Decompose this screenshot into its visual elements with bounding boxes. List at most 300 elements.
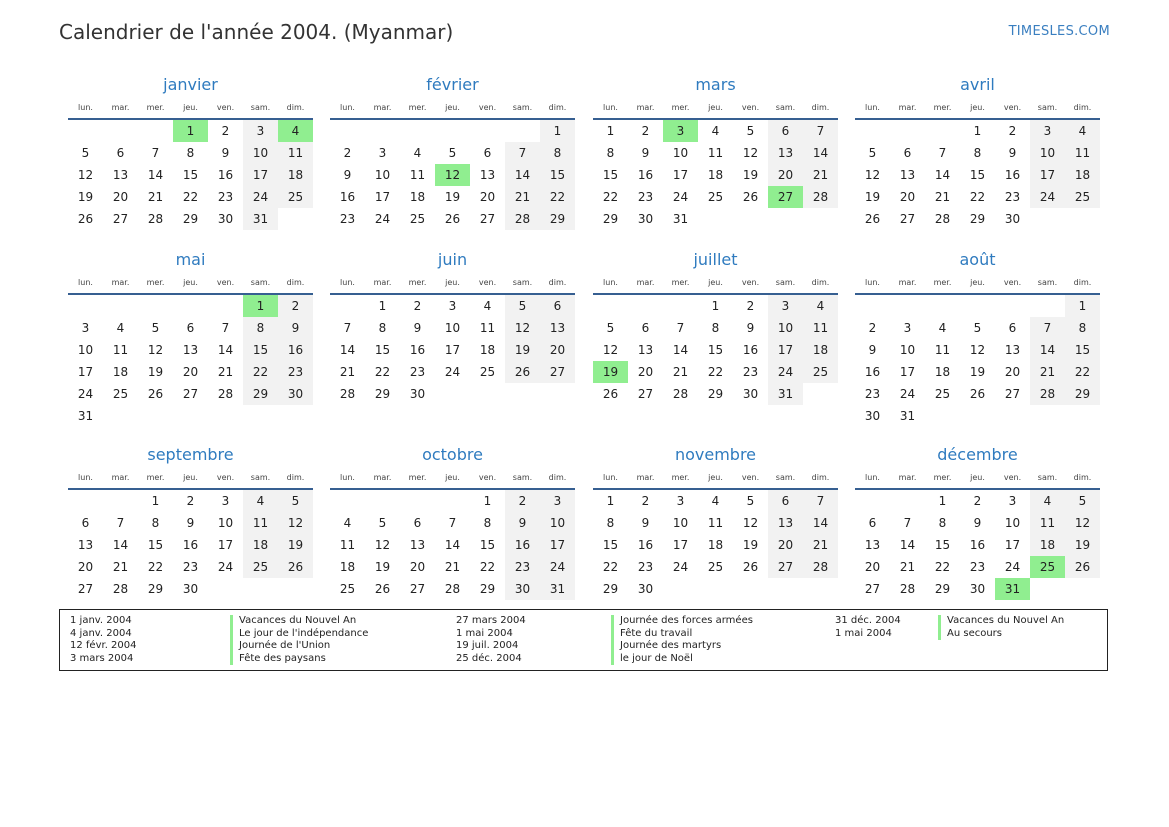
day-cell: 15 bbox=[602, 538, 619, 552]
weekday-header bbox=[330, 466, 575, 490]
empty-cell bbox=[68, 295, 103, 317]
weekday-label: ven. bbox=[741, 472, 760, 482]
empty-cell bbox=[103, 295, 138, 317]
day-cell: 11 bbox=[243, 512, 278, 534]
weekday-label: dim. bbox=[811, 277, 830, 287]
day-cell: 14 bbox=[803, 512, 838, 534]
weekday-label: dim. bbox=[548, 472, 567, 482]
brand-link[interactable]: TIMESLES.COM bbox=[1008, 24, 1110, 39]
day-cell: 16 bbox=[637, 538, 654, 552]
empty-cell bbox=[400, 490, 435, 512]
day-cell: 4 bbox=[938, 321, 947, 335]
day-cell: 16 bbox=[182, 538, 199, 552]
day-cell: 24 bbox=[217, 560, 234, 574]
day-cell: 12 bbox=[77, 168, 94, 182]
day-cell: 27 bbox=[899, 212, 916, 226]
day-cell: 3 bbox=[243, 120, 278, 142]
empty-cell bbox=[365, 490, 400, 512]
day-cell: 29 bbox=[707, 387, 724, 401]
legend-names-2 bbox=[611, 615, 753, 665]
day-cell: 26 bbox=[77, 212, 94, 226]
day-cell: 30 bbox=[217, 212, 234, 226]
day-cell: 17 bbox=[1030, 164, 1065, 186]
day-cell: 8 bbox=[973, 146, 982, 160]
day-cell: 7 bbox=[803, 490, 838, 512]
day-cell: 9 bbox=[641, 146, 650, 160]
day-cell: 19 bbox=[742, 538, 759, 552]
holiday-day-cell: 31 bbox=[995, 578, 1030, 600]
weekday-label: lun. bbox=[340, 102, 355, 112]
day-cell: 4 bbox=[1065, 120, 1100, 142]
day-cell: 21 bbox=[672, 365, 689, 379]
day-cell: 8 bbox=[378, 321, 387, 335]
day-cell: 11 bbox=[707, 516, 724, 530]
day-cell: 11 bbox=[409, 168, 426, 182]
weekday-label: lun. bbox=[603, 102, 618, 112]
day-cell: 5 bbox=[746, 124, 755, 138]
day-cell: 29 bbox=[602, 582, 619, 596]
month-name: février bbox=[426, 75, 479, 94]
day-cell: 30 bbox=[278, 383, 313, 405]
weekday-label: mer. bbox=[408, 277, 427, 287]
weekday-label: mer. bbox=[933, 472, 952, 482]
day-cell: 15 bbox=[147, 538, 164, 552]
day-cell: 7 bbox=[151, 146, 160, 160]
day-cell: 15 bbox=[602, 168, 619, 182]
day-cell: 1 bbox=[540, 120, 575, 142]
day-cell: 6 bbox=[540, 295, 575, 317]
month-1 bbox=[68, 74, 313, 230]
day-cell: 2 bbox=[641, 494, 650, 508]
day-cell: 11 bbox=[803, 317, 838, 339]
day-cell: 6 bbox=[186, 321, 195, 335]
weekday-label: ven. bbox=[741, 277, 760, 287]
day-cell: 13 bbox=[182, 343, 199, 357]
day-cell: 28 bbox=[803, 556, 838, 578]
day-cell: 1 bbox=[606, 494, 615, 508]
weekday-label: sam. bbox=[775, 472, 796, 482]
day-cell: 16 bbox=[409, 343, 426, 357]
day-cell: 20 bbox=[864, 560, 881, 574]
day-cell: 17 bbox=[899, 365, 916, 379]
day-cell: 1 bbox=[973, 124, 982, 138]
day-cell: 6 bbox=[483, 146, 492, 160]
weekday-label: ven. bbox=[1003, 472, 1022, 482]
day-cell: 3 bbox=[1030, 120, 1065, 142]
day-cell: 7 bbox=[938, 146, 947, 160]
day-cell: 23 bbox=[182, 560, 199, 574]
day-cell: 23 bbox=[864, 387, 881, 401]
legend-holiday: Journée des martyrs bbox=[620, 640, 722, 652]
day-cell: 17 bbox=[243, 164, 278, 186]
day-cell: 8 bbox=[151, 516, 160, 530]
day-cell: 19 bbox=[505, 339, 540, 361]
day-cell: 30 bbox=[637, 212, 654, 226]
day-cell: 14 bbox=[339, 343, 356, 357]
day-cell: 19 bbox=[278, 534, 313, 556]
day-cell: 6 bbox=[413, 516, 422, 530]
weekday-label: jeu. bbox=[970, 102, 985, 112]
day-cell: 20 bbox=[768, 534, 803, 556]
day-cell: 13 bbox=[112, 168, 129, 182]
weekday-label: lun. bbox=[865, 472, 880, 482]
day-cell: 20 bbox=[479, 190, 496, 204]
day-cell: 30 bbox=[182, 582, 199, 596]
day-cell: 12 bbox=[864, 168, 881, 182]
day-cell: 29 bbox=[147, 582, 164, 596]
day-cell: 22 bbox=[479, 560, 496, 574]
day-cell: 8 bbox=[186, 146, 195, 160]
day-grid bbox=[855, 490, 1100, 600]
day-cell: 14 bbox=[1030, 339, 1065, 361]
day-cell: 12 bbox=[374, 538, 391, 552]
month-5 bbox=[68, 249, 313, 427]
empty-cell bbox=[995, 295, 1030, 317]
weekday-label: ven. bbox=[741, 102, 760, 112]
day-cell: 6 bbox=[641, 321, 650, 335]
day-cell: 17 bbox=[374, 190, 391, 204]
day-cell: 1 bbox=[606, 124, 615, 138]
day-cell: 16 bbox=[278, 339, 313, 361]
day-cell: 23 bbox=[278, 361, 313, 383]
legend-dates-2 bbox=[456, 615, 526, 665]
day-cell: 30 bbox=[969, 582, 986, 596]
day-cell: 8 bbox=[606, 146, 615, 160]
day-cell: 9 bbox=[746, 321, 755, 335]
legend-date: 25 déc. 2004 bbox=[456, 652, 522, 664]
day-cell: 22 bbox=[182, 190, 199, 204]
legend-holiday: Vacances du Nouvel An bbox=[239, 615, 357, 626]
legend-date: 1 janv. 2004 bbox=[70, 615, 132, 626]
weekday-label: mer. bbox=[408, 472, 427, 482]
day-cell: 8 bbox=[1065, 317, 1100, 339]
legend-holiday: Fête des paysans bbox=[239, 652, 326, 664]
month-name: octobre bbox=[422, 445, 483, 464]
day-cell: 14 bbox=[505, 164, 540, 186]
day-cell: 9 bbox=[868, 343, 877, 357]
day-cell: 10 bbox=[899, 343, 916, 357]
day-cell: 24 bbox=[77, 387, 94, 401]
empty-cell bbox=[470, 120, 505, 142]
day-cell: 31 bbox=[77, 409, 94, 423]
month-12 bbox=[855, 444, 1100, 600]
weekday-header bbox=[855, 466, 1100, 490]
day-cell: 11 bbox=[707, 146, 724, 160]
day-cell: 5 bbox=[378, 516, 387, 530]
day-cell: 15 bbox=[540, 164, 575, 186]
day-cell: 21 bbox=[112, 560, 129, 574]
day-cell: 7 bbox=[116, 516, 125, 530]
day-cell: 30 bbox=[742, 387, 759, 401]
day-cell: 2 bbox=[746, 299, 755, 313]
day-cell: 8 bbox=[243, 317, 278, 339]
empty-cell bbox=[855, 295, 890, 317]
day-cell: 22 bbox=[602, 560, 619, 574]
day-cell: 5 bbox=[606, 321, 615, 335]
weekday-label: lun. bbox=[340, 277, 355, 287]
weekday-label: sam. bbox=[512, 472, 533, 482]
day-cell: 20 bbox=[1004, 365, 1021, 379]
day-cell: 26 bbox=[742, 560, 759, 574]
day-cell: 18 bbox=[803, 339, 838, 361]
day-cell: 22 bbox=[934, 560, 951, 574]
day-cell: 19 bbox=[77, 190, 94, 204]
empty-cell bbox=[400, 120, 435, 142]
weekday-label: dim. bbox=[811, 472, 830, 482]
day-cell: 19 bbox=[969, 365, 986, 379]
day-cell: 22 bbox=[602, 190, 619, 204]
day-cell: 13 bbox=[479, 168, 496, 182]
day-cell: 24 bbox=[243, 186, 278, 208]
weekday-label: lun. bbox=[603, 277, 618, 287]
month-4 bbox=[855, 74, 1100, 230]
weekday-label: sam. bbox=[250, 102, 271, 112]
day-cell: 15 bbox=[182, 168, 199, 182]
weekday-label: mer. bbox=[933, 102, 952, 112]
day-cell: 22 bbox=[147, 560, 164, 574]
day-cell: 11 bbox=[934, 343, 951, 357]
weekday-header bbox=[330, 271, 575, 295]
day-cell: 14 bbox=[803, 142, 838, 164]
weekday-label: jeu. bbox=[708, 472, 723, 482]
day-cell: 30 bbox=[409, 387, 426, 401]
day-cell: 9 bbox=[278, 317, 313, 339]
day-cell: 18 bbox=[934, 365, 951, 379]
day-cell: 13 bbox=[409, 538, 426, 552]
day-cell: 14 bbox=[672, 343, 689, 357]
day-cell: 19 bbox=[147, 365, 164, 379]
legend-dates-3 bbox=[835, 615, 901, 640]
day-cell: 18 bbox=[1065, 164, 1100, 186]
day-cell: 7 bbox=[1030, 317, 1065, 339]
day-cell: 15 bbox=[243, 339, 278, 361]
day-cell: 21 bbox=[217, 365, 234, 379]
day-cell: 4 bbox=[803, 295, 838, 317]
day-cell: 2 bbox=[868, 321, 877, 335]
day-cell: 31 bbox=[672, 212, 689, 226]
day-cell: 16 bbox=[864, 365, 881, 379]
weekday-label: mer. bbox=[671, 102, 690, 112]
day-cell: 29 bbox=[243, 383, 278, 405]
empty-cell bbox=[330, 120, 365, 142]
day-cell: 27 bbox=[182, 387, 199, 401]
weekday-label: mar. bbox=[373, 277, 392, 287]
day-cell: 8 bbox=[483, 516, 492, 530]
weekday-label: jeu. bbox=[970, 277, 985, 287]
day-cell: 14 bbox=[147, 168, 164, 182]
day-cell: 8 bbox=[938, 516, 947, 530]
weekday-label: mar. bbox=[373, 472, 392, 482]
day-cell: 28 bbox=[803, 186, 838, 208]
day-cell: 11 bbox=[112, 343, 129, 357]
day-grid bbox=[68, 295, 313, 427]
day-cell: 29 bbox=[934, 582, 951, 596]
day-cell: 20 bbox=[899, 190, 916, 204]
weekday-label: dim. bbox=[286, 102, 305, 112]
day-cell: 12 bbox=[602, 343, 619, 357]
day-cell: 11 bbox=[1030, 512, 1065, 534]
month-10 bbox=[330, 444, 575, 600]
weekday-label: jeu. bbox=[183, 472, 198, 482]
day-cell: 15 bbox=[969, 168, 986, 182]
weekday-label: sam. bbox=[250, 472, 271, 482]
day-cell: 2 bbox=[1008, 124, 1017, 138]
empty-cell bbox=[208, 295, 243, 317]
day-cell: 3 bbox=[221, 494, 230, 508]
day-cell: 29 bbox=[1065, 383, 1100, 405]
day-cell: 20 bbox=[77, 560, 94, 574]
day-cell: 18 bbox=[707, 538, 724, 552]
day-cell: 25 bbox=[707, 560, 724, 574]
day-cell: 28 bbox=[217, 387, 234, 401]
weekday-label: dim. bbox=[1073, 472, 1092, 482]
weekday-label: lun. bbox=[78, 277, 93, 287]
day-cell: 24 bbox=[444, 365, 461, 379]
day-cell: 14 bbox=[112, 538, 129, 552]
empty-cell bbox=[593, 295, 628, 317]
weekday-header bbox=[855, 271, 1100, 295]
empty-cell bbox=[1030, 295, 1065, 317]
day-cell: 7 bbox=[505, 142, 540, 164]
day-cell: 15 bbox=[707, 343, 724, 357]
weekday-label: jeu. bbox=[970, 472, 985, 482]
month-2 bbox=[330, 74, 575, 230]
day-cell: 10 bbox=[672, 146, 689, 160]
day-cell: 13 bbox=[77, 538, 94, 552]
day-cell: 19 bbox=[742, 168, 759, 182]
day-cell: 1 bbox=[938, 494, 947, 508]
day-cell: 11 bbox=[1065, 142, 1100, 164]
day-cell: 27 bbox=[768, 556, 803, 578]
day-cell: 2 bbox=[641, 124, 650, 138]
day-cell: 18 bbox=[243, 534, 278, 556]
month-8 bbox=[855, 249, 1100, 427]
empty-cell bbox=[925, 120, 960, 142]
weekday-label: lun. bbox=[78, 102, 93, 112]
day-cell: 26 bbox=[602, 387, 619, 401]
day-grid bbox=[330, 120, 575, 230]
weekday-header bbox=[593, 96, 838, 120]
day-cell: 21 bbox=[899, 560, 916, 574]
weekday-label: dim. bbox=[286, 472, 305, 482]
day-cell: 9 bbox=[641, 516, 650, 530]
weekday-label: lun. bbox=[340, 472, 355, 482]
day-cell: 21 bbox=[505, 186, 540, 208]
day-cell: 8 bbox=[606, 516, 615, 530]
weekday-label: sam. bbox=[775, 277, 796, 287]
day-cell: 2 bbox=[505, 490, 540, 512]
day-cell: 27 bbox=[479, 212, 496, 226]
day-cell: 29 bbox=[479, 582, 496, 596]
weekday-label: dim. bbox=[1073, 102, 1092, 112]
page-title: Calendrier de l'année 2004. (Myanmar) bbox=[59, 20, 454, 44]
day-cell: 5 bbox=[868, 146, 877, 160]
weekday-label: dim. bbox=[548, 277, 567, 287]
month-9 bbox=[68, 444, 313, 600]
day-cell: 12 bbox=[742, 516, 759, 530]
day-cell: 28 bbox=[505, 208, 540, 230]
month-name: mars bbox=[695, 75, 736, 94]
day-cell: 1 bbox=[151, 494, 160, 508]
weekday-label: mar. bbox=[898, 472, 917, 482]
month-name: janvier bbox=[163, 75, 218, 94]
weekday-label: ven. bbox=[478, 102, 497, 112]
month-11 bbox=[593, 444, 838, 600]
day-cell: 20 bbox=[768, 164, 803, 186]
weekday-label: mar. bbox=[111, 472, 130, 482]
day-cell: 1 bbox=[711, 299, 720, 313]
day-cell: 2 bbox=[186, 494, 195, 508]
day-grid bbox=[330, 490, 575, 600]
day-cell: 25 bbox=[479, 365, 496, 379]
weekday-label: lun. bbox=[78, 472, 93, 482]
day-cell: 15 bbox=[479, 538, 496, 552]
day-cell: 24 bbox=[1004, 560, 1021, 574]
day-cell: 24 bbox=[374, 212, 391, 226]
day-cell: 1 bbox=[378, 299, 387, 313]
weekday-label: lun. bbox=[865, 102, 880, 112]
day-cell: 5 bbox=[151, 321, 160, 335]
day-cell: 6 bbox=[81, 516, 90, 530]
day-cell: 25 bbox=[339, 582, 356, 596]
day-cell: 2 bbox=[413, 299, 422, 313]
day-cell: 25 bbox=[1065, 186, 1100, 208]
weekday-label: dim. bbox=[811, 102, 830, 112]
day-cell: 7 bbox=[221, 321, 230, 335]
day-cell: 3 bbox=[676, 494, 685, 508]
day-cell: 28 bbox=[934, 212, 951, 226]
day-cell: 10 bbox=[672, 516, 689, 530]
day-cell: 3 bbox=[768, 295, 803, 317]
day-cell: 18 bbox=[278, 164, 313, 186]
weekday-label: mar. bbox=[636, 102, 655, 112]
day-cell: 31 bbox=[899, 409, 916, 423]
weekday-label: mar. bbox=[111, 277, 130, 287]
day-cell: 3 bbox=[903, 321, 912, 335]
weekday-label: dim. bbox=[1073, 277, 1092, 287]
month-3 bbox=[593, 74, 838, 230]
day-cell: 17 bbox=[444, 343, 461, 357]
day-cell: 29 bbox=[374, 387, 391, 401]
day-cell: 29 bbox=[602, 212, 619, 226]
day-cell: 5 bbox=[278, 490, 313, 512]
day-cell: 19 bbox=[1065, 534, 1100, 556]
weekday-header bbox=[68, 96, 313, 120]
day-cell: 23 bbox=[217, 190, 234, 204]
day-cell: 30 bbox=[1004, 212, 1021, 226]
day-cell: 18 bbox=[707, 168, 724, 182]
day-cell: 22 bbox=[707, 365, 724, 379]
day-cell: 16 bbox=[339, 190, 356, 204]
holiday-legend bbox=[59, 609, 1108, 671]
day-cell: 5 bbox=[746, 494, 755, 508]
empty-cell bbox=[68, 120, 103, 142]
day-cell: 5 bbox=[448, 146, 457, 160]
day-cell: 12 bbox=[1065, 512, 1100, 534]
day-cell: 6 bbox=[768, 490, 803, 512]
day-cell: 3 bbox=[540, 490, 575, 512]
day-grid bbox=[593, 490, 838, 600]
legend-holiday: Vacances du Nouvel An bbox=[947, 615, 1065, 626]
day-cell: 17 bbox=[672, 538, 689, 552]
day-cell: 4 bbox=[343, 516, 352, 530]
weekday-label: mer. bbox=[408, 102, 427, 112]
empty-cell bbox=[330, 490, 365, 512]
holiday-day-cell: 27 bbox=[768, 186, 803, 208]
day-cell: 1 bbox=[1065, 295, 1100, 317]
day-cell: 3 bbox=[448, 299, 457, 313]
weekday-header bbox=[68, 466, 313, 490]
